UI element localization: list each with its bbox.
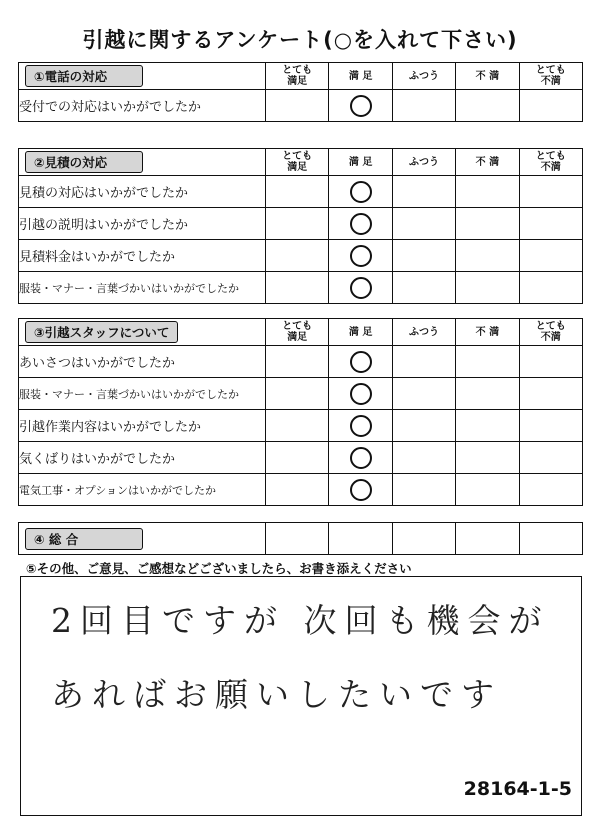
question-row <box>19 272 583 304</box>
selected-circle-mark <box>350 415 372 437</box>
question-text: 見積料金はいかがでしたか <box>19 240 266 272</box>
rating-column-header <box>392 63 455 90</box>
rating-cell[interactable] <box>392 208 455 240</box>
rating-cell[interactable] <box>266 442 329 474</box>
selected-circle-mark <box>350 277 372 299</box>
question-text: 受付での対応はいかがでしたか <box>19 90 266 122</box>
column-header-text: 不 満 <box>475 326 500 338</box>
column-header-text: とても <box>282 321 313 332</box>
rating-cell[interactable] <box>266 410 329 442</box>
question-text: 見積の対応はいかがでしたか <box>19 176 266 208</box>
rating-cell[interactable] <box>519 346 582 378</box>
rating-cell[interactable] <box>519 442 582 474</box>
rating-cell[interactable] <box>266 378 329 410</box>
rating-column-header <box>329 63 392 90</box>
rating-column-header <box>456 63 519 90</box>
overall-label: ④ 総 合 <box>25 528 143 550</box>
comment-line-1: 2回目ですが 次回も機会が <box>51 601 550 640</box>
rating-cell[interactable] <box>456 240 519 272</box>
rating-column-header <box>266 319 329 346</box>
column-header-text: 満足 <box>287 162 308 173</box>
rating-cell[interactable] <box>392 176 455 208</box>
question-row <box>19 378 583 410</box>
question-row <box>19 410 583 442</box>
rating-cell[interactable] <box>456 272 519 304</box>
overall-table <box>18 522 583 555</box>
rating-cell[interactable] <box>456 474 519 506</box>
column-header-text: 不 満 <box>475 70 500 82</box>
section-table <box>18 148 583 304</box>
column-header-text: 不 満 <box>475 156 500 168</box>
rating-cell[interactable] <box>392 474 455 506</box>
rating-column-header <box>456 149 519 176</box>
question-row <box>19 176 583 208</box>
rating-cell[interactable] <box>456 346 519 378</box>
rating-cell[interactable] <box>329 346 392 378</box>
overall-rating-cell[interactable] <box>456 523 519 555</box>
column-header-text: 不満 <box>540 332 561 343</box>
rating-cell[interactable] <box>456 90 519 122</box>
column-header-text: 満 足 <box>348 70 373 82</box>
rating-cell[interactable] <box>392 90 455 122</box>
selected-circle-mark <box>350 383 372 405</box>
rating-cell[interactable] <box>266 240 329 272</box>
column-header-text: ふつう <box>408 326 439 338</box>
column-header-text: とても <box>535 151 566 162</box>
rating-cell[interactable] <box>329 442 392 474</box>
column-header-text: とても <box>282 151 313 162</box>
overall-rating-cell[interactable] <box>329 523 392 555</box>
rating-cell[interactable] <box>519 240 582 272</box>
rating-cell[interactable] <box>266 208 329 240</box>
question-row <box>19 474 583 506</box>
selected-circle-mark <box>350 479 372 501</box>
rating-cell[interactable] <box>329 410 392 442</box>
rating-cell[interactable] <box>456 176 519 208</box>
column-header-text: ふつう <box>408 156 439 168</box>
rating-cell[interactable] <box>392 378 455 410</box>
column-header-text: 満足 <box>287 76 308 87</box>
selected-circle-mark <box>350 181 372 203</box>
rating-column-header <box>329 149 392 176</box>
rating-cell[interactable] <box>266 346 329 378</box>
overall-rating-cell[interactable] <box>519 523 582 555</box>
rating-column-header <box>266 63 329 90</box>
rating-column-header <box>266 149 329 176</box>
rating-cell[interactable] <box>392 272 455 304</box>
question-row <box>19 442 583 474</box>
rating-cell[interactable] <box>519 410 582 442</box>
overall-rating-cell[interactable] <box>392 523 455 555</box>
question-text: 引越作業内容はいかがでしたか <box>19 410 266 442</box>
column-header-text: 満 足 <box>348 156 373 168</box>
rating-cell[interactable] <box>329 378 392 410</box>
form-code: 28164-1-5 <box>463 778 572 800</box>
rating-cell[interactable] <box>329 272 392 304</box>
rating-cell[interactable] <box>519 474 582 506</box>
rating-column-header <box>392 319 455 346</box>
rating-cell[interactable] <box>266 272 329 304</box>
question-text: あいさつはいかがでしたか <box>19 346 266 378</box>
rating-column-header <box>519 63 582 90</box>
question-row <box>19 208 583 240</box>
rating-column-header <box>329 319 392 346</box>
rating-cell[interactable] <box>456 378 519 410</box>
rating-cell[interactable] <box>266 176 329 208</box>
column-header-text: 満足 <box>287 332 308 343</box>
rating-column-header <box>456 319 519 346</box>
column-header-text: 不満 <box>540 162 561 173</box>
question-text: 電気工事・オプションはいかがでしたか <box>19 474 266 506</box>
rating-cell[interactable] <box>392 240 455 272</box>
rating-cell[interactable] <box>329 474 392 506</box>
selected-circle-mark <box>350 95 372 117</box>
rating-cell[interactable] <box>392 410 455 442</box>
rating-cell[interactable] <box>519 208 582 240</box>
rating-cell[interactable] <box>519 90 582 122</box>
section-label: ②見積の対応 <box>25 151 143 173</box>
column-header-text: ふつう <box>408 70 439 82</box>
question-text: 気くばりはいかがでしたか <box>19 442 266 474</box>
comment-label: ⑤その他、ご意見、ご感想などございましたら、お書き添えください <box>26 561 412 576</box>
column-header-text: とても <box>282 65 313 76</box>
question-text: 引越の説明はいかがでしたか <box>19 208 266 240</box>
rating-cell[interactable] <box>329 90 392 122</box>
rating-cell[interactable] <box>329 240 392 272</box>
column-header-text: 不満 <box>540 76 561 87</box>
question-text: 服装・マナー・言葉づかいはいかがでしたか <box>19 272 266 304</box>
rating-cell[interactable] <box>456 410 519 442</box>
column-header-text: 満 足 <box>348 326 373 338</box>
rating-cell[interactable] <box>266 90 329 122</box>
rating-cell[interactable] <box>392 346 455 378</box>
survey-title: 引越に関するアンケート(○を入れて下さい) <box>82 28 518 52</box>
rating-column-header <box>392 149 455 176</box>
selected-circle-mark <box>350 351 372 373</box>
section-table <box>18 62 583 122</box>
rating-cell[interactable] <box>456 442 519 474</box>
question-row <box>19 346 583 378</box>
column-header-text: とても <box>535 321 566 332</box>
rating-cell[interactable] <box>266 474 329 506</box>
question-row <box>19 240 583 272</box>
selected-circle-mark <box>350 213 372 235</box>
section-label: ③引越スタッフについて <box>25 321 178 343</box>
rating-column-header <box>519 149 582 176</box>
column-header-text: とても <box>535 65 566 76</box>
rating-column-header <box>519 319 582 346</box>
rating-cell[interactable] <box>392 442 455 474</box>
rating-cell[interactable] <box>519 272 582 304</box>
rating-cell[interactable] <box>519 378 582 410</box>
section-table <box>18 318 583 506</box>
question-row <box>19 90 583 122</box>
selected-circle-mark <box>350 447 372 469</box>
overall-rating-cell[interactable] <box>266 523 329 555</box>
rating-cell[interactable] <box>519 176 582 208</box>
rating-cell[interactable] <box>456 208 519 240</box>
rating-cell[interactable] <box>329 208 392 240</box>
question-text: 服装・マナー・言葉づかいはいかがでしたか <box>19 378 266 410</box>
rating-cell[interactable] <box>329 176 392 208</box>
selected-circle-mark <box>350 245 372 267</box>
comment-line-2: あればお願いしたいです <box>51 675 502 714</box>
section-label: ①電話の対応 <box>25 65 143 87</box>
